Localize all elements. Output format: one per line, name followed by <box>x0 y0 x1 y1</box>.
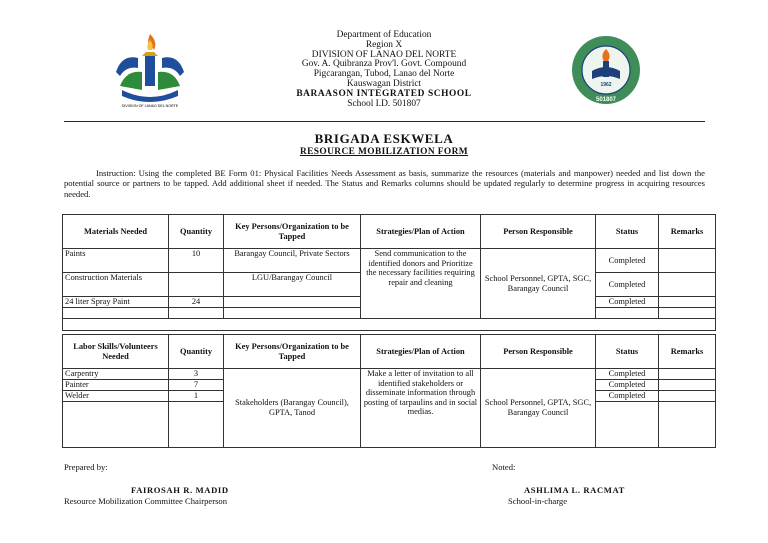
svg-text:501807: 501807 <box>595 97 617 103</box>
material-item: Paints <box>63 249 169 273</box>
status: Completed <box>596 249 659 273</box>
remarks <box>659 369 716 380</box>
letterhead-line: Department of Education <box>336 30 432 40</box>
col-header: Person Responsible <box>481 215 596 249</box>
remarks <box>659 273 716 297</box>
status: Completed <box>596 297 659 308</box>
strategy-text: Send communication to the identified donors and Prioritize the necessary facilities requiring repair and cleaning <box>361 249 481 319</box>
quantity: 7 <box>169 380 224 391</box>
school-name: BARAASON INTEGRATED SCHOOL <box>296 88 472 99</box>
letterhead-line: Region X <box>365 39 403 50</box>
svg-text:1962: 1962 <box>600 82 612 88</box>
col-header: Key Persons/Organization to be Tapped <box>224 215 361 249</box>
status: Completed <box>596 391 659 402</box>
letterhead-line: DIVISION OF LANAO DEL NORTE <box>311 49 457 60</box>
letterhead <box>0 31 768 109</box>
person-responsible: School Personnel, GPTA, SGC, Barangay Council <box>481 249 596 319</box>
person-responsible: School Personnel, GPTA, SGC, Barangay Council <box>481 369 596 448</box>
col-header: Quantity <box>169 215 224 249</box>
col-header: Remarks <box>659 215 716 249</box>
svg-text:DIVISION OF LANAO DEL NORTE: DIVISION OF LANAO DEL NORTE <box>121 104 179 108</box>
col-header: Strategies/Plan of Action <box>361 335 481 369</box>
table-row <box>63 249 716 273</box>
remarks <box>659 249 716 273</box>
table-row <box>63 369 716 380</box>
key-persons <box>224 297 361 308</box>
labor-table <box>62 334 716 448</box>
quantity: 1 <box>169 391 224 402</box>
quantity <box>169 273 224 297</box>
instruction-text: Instruction: Using the completed BE Form 01: Physical Facilities Needs Assessment as basis, summarize the resources (materials and manpower) needed and list down the potential source or partners to be tapped. Add additional sheet if needed. The Status and Remarks columns should be updated regularly to determine progress in acquiring resources needed. <box>64 168 705 199</box>
form-subtitle: RESOURCE MOBILIZATION FORM <box>299 147 469 157</box>
labor-item: Carpentry <box>63 369 169 380</box>
header-divider <box>64 121 705 122</box>
remarks <box>659 380 716 391</box>
remarks <box>659 297 716 308</box>
labor-item: Welder <box>63 391 169 402</box>
col-header: Labor Skills/Volunteers Needed <box>63 335 169 369</box>
col-header: Person Responsible <box>481 335 596 369</box>
quantity: 3 <box>169 369 224 380</box>
material-item: Construction Materials <box>63 273 169 297</box>
col-header: Status <box>596 335 659 369</box>
noted-label: Noted: <box>492 462 516 472</box>
letterhead-line: Pigcarangan, Tubod, Lanao del Norte <box>313 69 455 80</box>
letterhead-line: Gov. A. Quibranza Prov'l. Govt. Compound <box>301 59 467 70</box>
prepared-by-name: FAIROSAH R. MADID <box>131 485 229 495</box>
remarks <box>659 391 716 402</box>
col-header: Key Persons/Organization to be Tapped <box>224 335 361 369</box>
materials-table <box>62 214 716 331</box>
col-header: Status <box>596 215 659 249</box>
strategy-text: Make a letter of invitation to all identified stakeholders or disseminate information through posting of tarpaulins and in social medias. <box>361 369 481 448</box>
page-title: BRIGADA ESKWELA <box>314 131 454 146</box>
key-persons: Stakeholders (Barangay Council), GPTA, Tanod <box>224 369 361 448</box>
status: Completed <box>596 380 659 391</box>
key-persons: Barangay Council, Private Sectors <box>224 249 361 273</box>
quantity: 10 <box>169 249 224 273</box>
letterhead-line: Kauswagan District <box>346 78 422 89</box>
col-header: Strategies/Plan of Action <box>361 215 481 249</box>
col-header: Materials Needed <box>63 215 169 249</box>
prepared-by-title: Resource Mobilization Committee Chairperson <box>64 496 228 506</box>
noted-title: School-in-charge <box>508 496 568 506</box>
status: Completed <box>596 273 659 297</box>
prepared-by-label: Prepared by: <box>64 462 108 472</box>
labor-item: Painter <box>63 380 169 391</box>
status: Completed <box>596 369 659 380</box>
col-header: Remarks <box>659 335 716 369</box>
quantity: 24 <box>169 297 224 308</box>
noted-name: ASHLIMA L. RACMAT <box>524 485 625 495</box>
key-persons: LGU/Barangay Council <box>224 273 361 297</box>
col-header: Quantity <box>169 335 224 369</box>
material-item: 24 liter Spray Paint <box>63 297 169 308</box>
school-id: School I.D. 501807 <box>347 98 421 109</box>
